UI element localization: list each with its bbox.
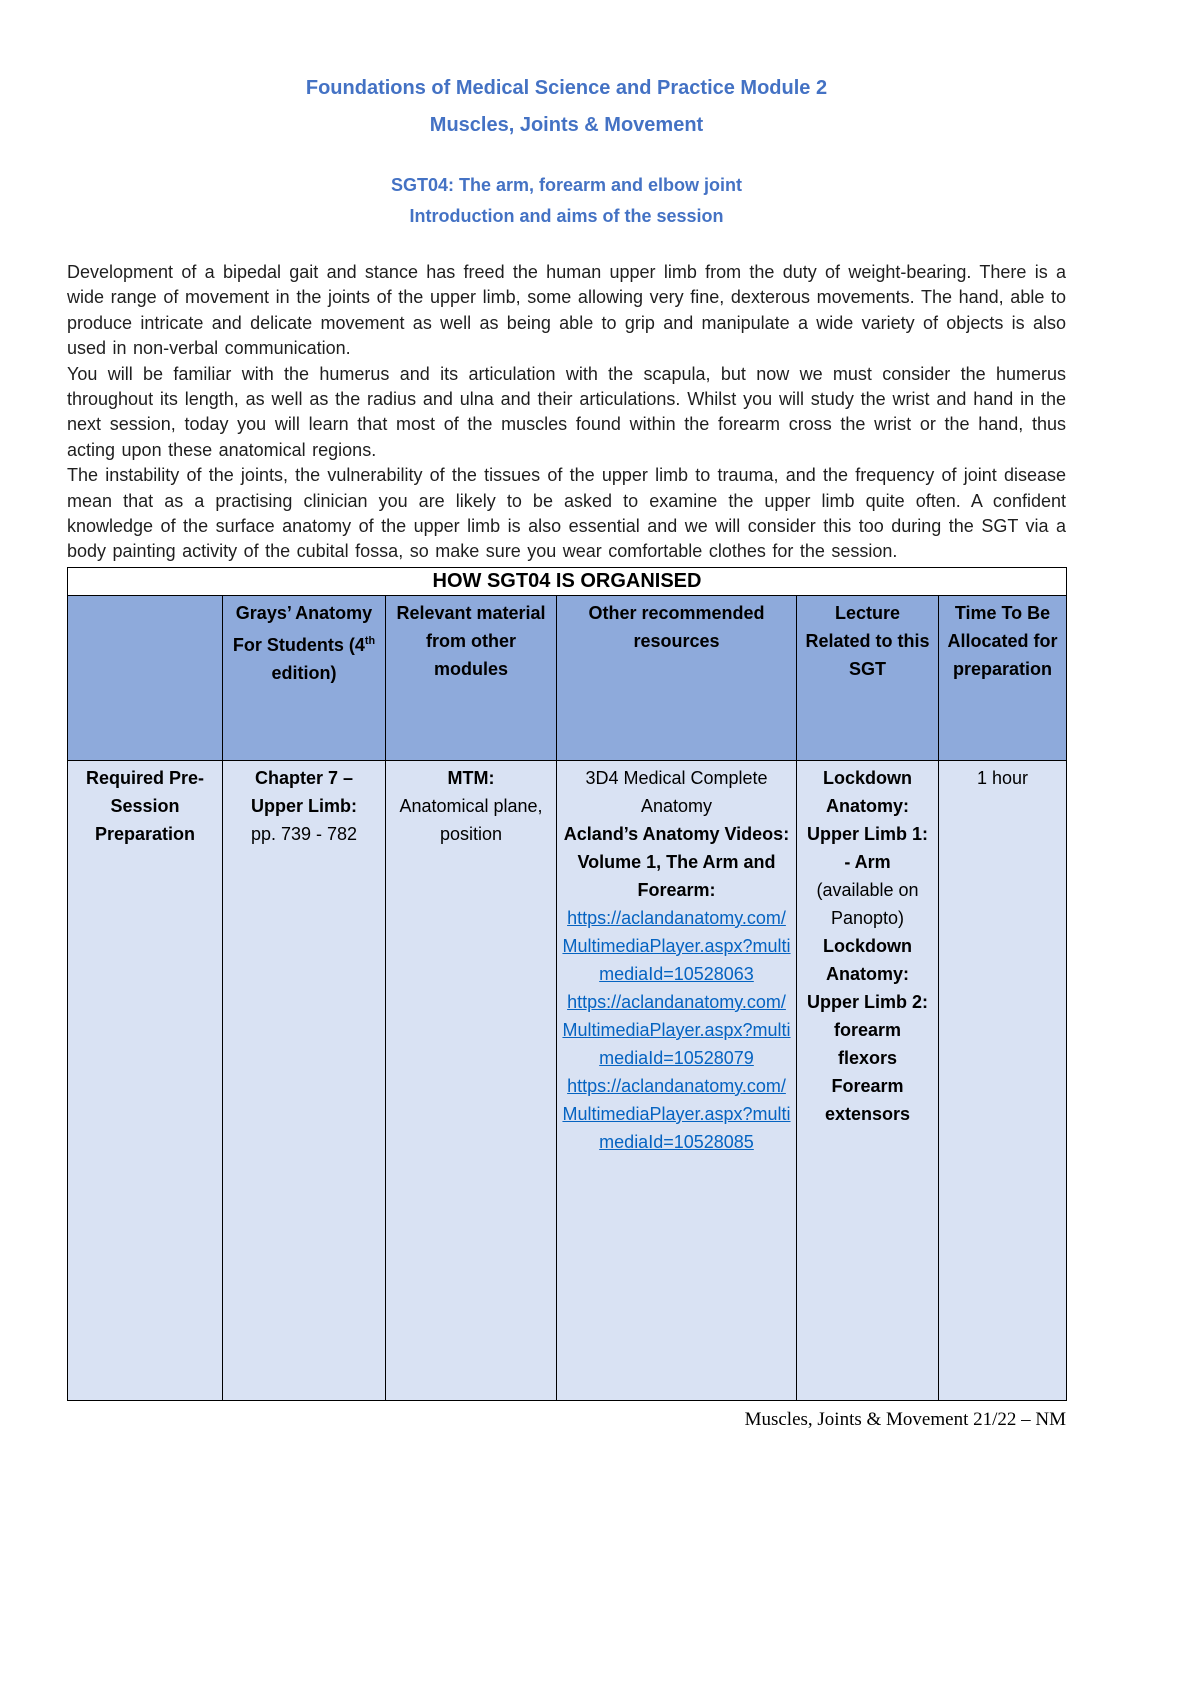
- cell-row-label: Required Pre-Session Preparation: [68, 760, 223, 1400]
- acland-video-link-2[interactable]: https://aclandanatomy.com/MultimediaPlayer.aspx?multimediaId=10528079: [562, 991, 791, 1068]
- session-title: SGT04: The arm, forearm and elbow joint: [390, 175, 743, 195]
- cell-grays-anatomy: [223, 760, 386, 1400]
- table-title-row: [68, 567, 1067, 595]
- column-header-relevant-material: Relevant material from other modules: [386, 595, 557, 760]
- grays-header-superscript: th: [364, 634, 376, 647]
- column-header-other-resources: Other recommended resources: [557, 595, 797, 760]
- module-subtitle: Muscles, Joints & Movement: [429, 114, 704, 136]
- cell-relevant-material: [386, 760, 557, 1400]
- column-header-grays-anatomy: [223, 595, 386, 760]
- sgt04-organisation-table: [67, 567, 1067, 1401]
- column-header-time: Time To Be Allocated for preparation: [939, 595, 1067, 760]
- intro-paragraph-1: Development of a bipedal gait and stance has freed the human upper limb from the duty of weight-bearing. There is a wide range of movement in the joints of the upper limb, some allowing very fine, dexterous movements. The hand, able to produce intricate and delicate movement as well as being able to grip and manipulate a wide variety of objects is also used in non-verbal communication.: [67, 262, 1066, 359]
- column-header-row-label: [68, 595, 223, 760]
- module-title: Foundations of Medical Science and Practice Module 2: [305, 77, 828, 99]
- acland-video-link-1[interactable]: https://aclandanatomy.com/MultimediaPlayer.aspx?multimediaId=10528063: [562, 907, 791, 984]
- table-header-row: [68, 595, 1067, 760]
- grays-pages: pp. 739 - 782: [250, 823, 358, 844]
- resources-intro: 3D4 Medical Complete Anatomy: [585, 767, 768, 816]
- mtm-label: MTM:: [447, 767, 495, 788]
- lecture-availability: (available on Panopto): [816, 879, 919, 928]
- lecture-part-1: Lockdown Anatomy: Upper Limb 1: - Arm: [806, 767, 928, 872]
- introduction-text: [67, 260, 1066, 565]
- page-footer: Muscles, Joints & Movement 21/22 – NM: [744, 1408, 1066, 1430]
- lecture-part-2: Lockdown Anatomy: Upper Limb 2: forearm flexors Forearm extensors: [806, 935, 928, 1124]
- column-header-lecture: Lecture Related to this SGT: [797, 595, 939, 760]
- mtm-text: Anatomical plane, position: [399, 795, 543, 844]
- table-data-row: [68, 760, 1067, 1400]
- grays-header-text-end: edition): [271, 662, 337, 683]
- grays-header-text: Grays’ Anatomy For Students (4: [232, 602, 373, 655]
- cell-time: 1 hour: [939, 760, 1067, 1400]
- intro-paragraph-3: The instability of the joints, the vulnerability of the tissues of the upper limb to trauma, and the frequency of joint disease mean that as a practising clinician you are likely to be asked to examine the upper limb quite often. A confident knowledge of the surface anatomy of the upper limb is also essential and we will consider this too during the SGT via a body painting activity of the cubital fossa, so make sure you wear comfortable clothes for the session.: [67, 465, 1066, 562]
- resources-title: Acland’s Anatomy Videos: Volume 1, The Arm and Forearm:: [563, 823, 790, 900]
- acland-video-link-3[interactable]: https://aclandanatomy.com/MultimediaPlayer.aspx?multimediaId=10528085: [562, 1075, 791, 1152]
- grays-chapter: Chapter 7 – Upper Limb:: [251, 767, 357, 816]
- cell-lecture: [797, 760, 939, 1400]
- table-title: HOW SGT04 IS ORGANISED: [68, 567, 1067, 595]
- intro-paragraph-2: You will be familiar with the humerus and its articulation with the scapula, but now we must consider the humerus throughout its length, as well as the radius and ulna and their articulations. Whilst you will study the wrist and hand in the next session, today you will learn that most of the muscles found within the forearm cross the wrist or the hand, thus acting upon these anatomical regions.: [67, 363, 1066, 460]
- session-subtitle: Introduction and aims of the session: [409, 206, 724, 226]
- cell-other-resources: [557, 760, 797, 1400]
